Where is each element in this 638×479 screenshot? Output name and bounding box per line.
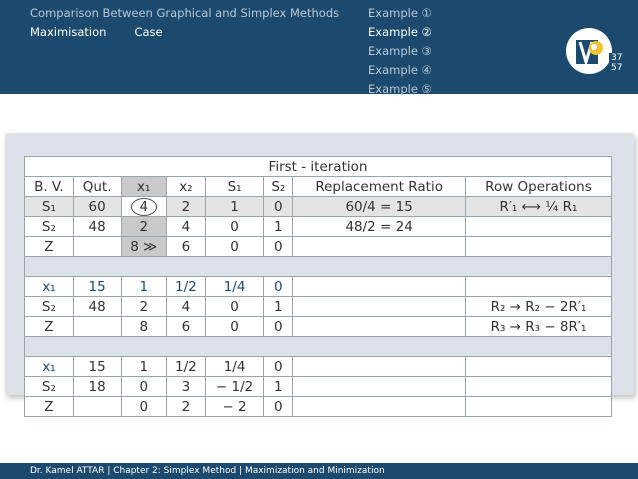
table-cell: 4 (166, 297, 205, 317)
table-row (25, 237, 612, 257)
table-cell: 0 (264, 317, 293, 337)
section-title-link[interactable]: Comparison Between Graphical and Simplex Methods (30, 6, 340, 20)
table-cell: 0 (205, 317, 264, 337)
table-cell: Z (25, 237, 74, 257)
example-link-2[interactable]: Example ② (368, 25, 432, 39)
table-cell: 0 (205, 217, 264, 237)
table-cell: 0 (205, 237, 264, 257)
table-cell: 1/2 (166, 357, 205, 377)
table-cell (465, 357, 611, 377)
table-cell: 1 (121, 357, 166, 377)
header-cell: Replacement Ratio (293, 177, 466, 197)
table-cell: 1/2 (166, 277, 205, 297)
example-link-3[interactable]: Example ③ (368, 44, 432, 58)
table-cell: 0 (264, 197, 293, 217)
footer-bar: Dr. Kamel ATTAR | Chapter 2: Simplex Method | Maximization and Minimization (0, 463, 638, 479)
table-cell: 2 (121, 217, 166, 237)
table-cell: 48 (73, 297, 121, 317)
table-row (25, 197, 612, 217)
table-cell: R₃ → R₃ − 8R′₁ (465, 317, 611, 337)
table-cell (293, 317, 466, 337)
table-cell: 48/2 = 24 (293, 217, 466, 237)
table-row (25, 377, 612, 397)
table-cell: 2 (166, 397, 205, 417)
table-cell (73, 237, 121, 257)
example-link-5[interactable]: Example ⑤ (368, 82, 432, 96)
table-cell: − 2 (205, 397, 264, 417)
example-link-4[interactable]: Example ④ (368, 63, 432, 77)
table-cell: 8 ≫ (121, 237, 166, 257)
table-cell: 6 (166, 317, 205, 337)
table-cell: S₂ (25, 217, 74, 237)
table-cell: 48 (73, 217, 121, 237)
pivot-circle: 4 (131, 198, 157, 216)
table-cell: Z (25, 317, 74, 337)
simplex-table (24, 156, 612, 417)
table-row (25, 297, 612, 317)
example-nav (368, 4, 432, 99)
block-divider (25, 257, 612, 277)
page-counter: 37 57 (609, 53, 638, 73)
table-cell: 1 (264, 217, 293, 237)
table-cell: R′₁ ⟷ ¼ R₁ (465, 197, 611, 217)
table-cell: S₁ (25, 197, 74, 217)
table-cell: 60 (73, 197, 121, 217)
table-cell (293, 397, 466, 417)
table-cell: 1/4 (205, 357, 264, 377)
table-cell: 3 (166, 377, 205, 397)
subsection-nav (30, 23, 339, 42)
subsection-maximisation-link[interactable]: Maximisation (30, 25, 107, 39)
table-cell: 1 (264, 297, 293, 317)
table-cell (293, 377, 466, 397)
table-cell: 15 (73, 357, 121, 377)
table-row (25, 277, 612, 297)
table-cell: 15 (73, 277, 121, 297)
university-logo (566, 28, 612, 74)
header-cell: S₂ (264, 177, 293, 197)
table-cell: 2 (121, 297, 166, 317)
table-header-row (25, 177, 612, 197)
table-cell: 0 (121, 397, 166, 417)
subsection-case-link[interactable]: Case (134, 25, 163, 39)
table-title-row (25, 157, 612, 177)
table-title: First - iteration (25, 157, 612, 177)
table-cell: x₁ (25, 277, 74, 297)
table-cell (465, 277, 611, 297)
section-nav (30, 4, 339, 42)
table-cell: 0 (205, 297, 264, 317)
block-divider (25, 337, 612, 357)
table-cell (465, 217, 611, 237)
table-row (25, 217, 612, 237)
table-cell: Z (25, 397, 74, 417)
table-cell: 1/4 (205, 277, 264, 297)
table-row (25, 397, 612, 417)
table-cell (465, 397, 611, 417)
table-cell: 0 (264, 357, 293, 377)
pivot-cell (121, 197, 166, 217)
table-cell (73, 317, 121, 337)
table-cell: − 1/2 (205, 377, 264, 397)
example-link-1[interactable]: Example ① (368, 6, 432, 20)
table-cell (293, 237, 466, 257)
table-cell: 0 (264, 397, 293, 417)
table-cell: 4 (166, 217, 205, 237)
table-row (25, 317, 612, 337)
table-cell: S₂ (25, 377, 74, 397)
table-cell (293, 357, 466, 377)
table-cell: 1 (205, 197, 264, 217)
table-cell: 8 (121, 317, 166, 337)
header-cell: x₁ (121, 177, 166, 197)
table-cell: 2 (166, 197, 205, 217)
table-cell: 0 (121, 377, 166, 397)
table-cell (293, 297, 466, 317)
table-cell (293, 277, 466, 297)
table-cell: 0 (264, 277, 293, 297)
table-cell: 0 (264, 237, 293, 257)
header-cell: Row Operations (465, 177, 611, 197)
table-cell (465, 237, 611, 257)
table-cell: S₂ (25, 297, 74, 317)
table-cell: 1 (264, 377, 293, 397)
table-cell (465, 377, 611, 397)
table-cell (73, 397, 121, 417)
header-bar (0, 0, 638, 94)
table-cell: 1 (121, 277, 166, 297)
table-cell: x₁ (25, 357, 74, 377)
header-cell: B. V. (25, 177, 74, 197)
table-cell: 60/4 = 15 (293, 197, 466, 217)
table-cell: 18 (73, 377, 121, 397)
header-cell: S₁ (205, 177, 264, 197)
table-cell: 6 (166, 237, 205, 257)
table-cell: R₂ → R₂ − 2R′₁ (465, 297, 611, 317)
table-row (25, 357, 612, 377)
header-cell: x₂ (166, 177, 205, 197)
header-cell: Qut. (73, 177, 121, 197)
